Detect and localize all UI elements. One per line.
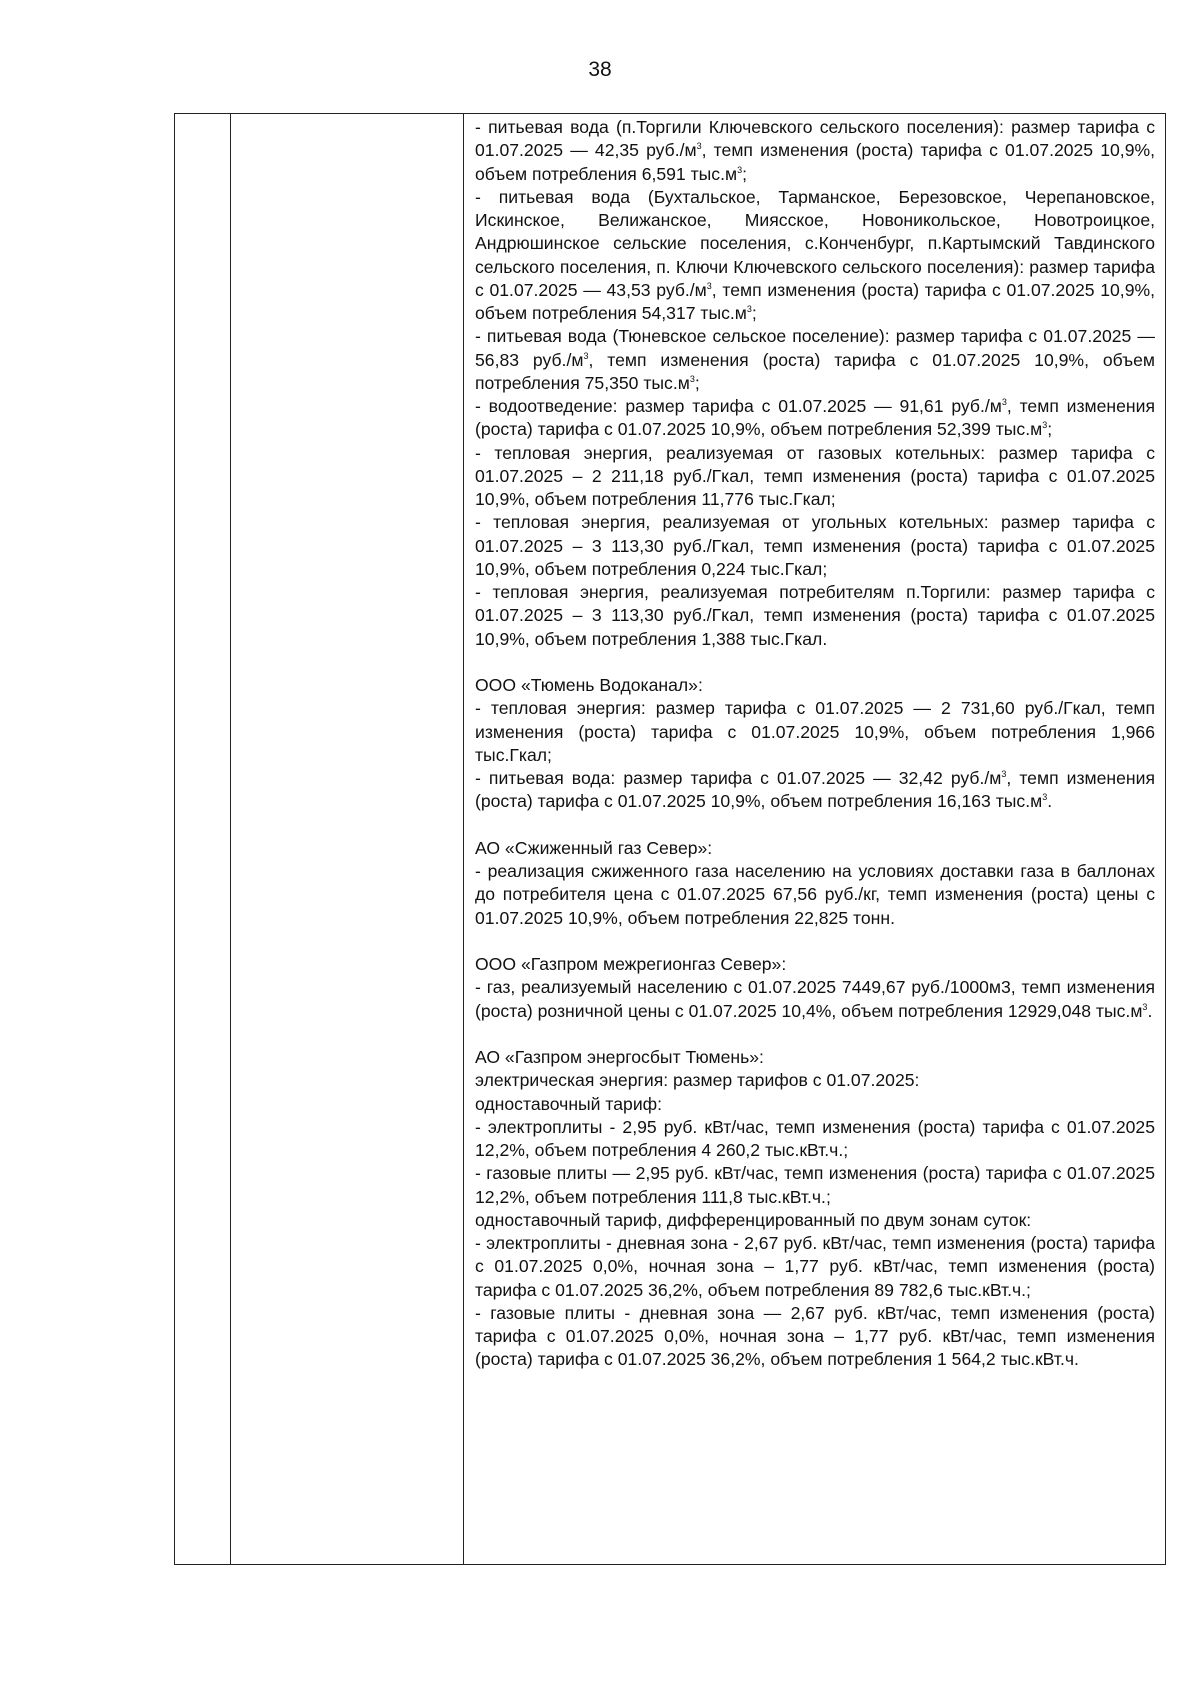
paragraph: - водоотведение: размер тарифа с 01.07.2025 — 91,61 $руб./м^3$, темп изменения (роста) тарифа с 01.07.2025 10,9%, объем потребления 52,399 $тыс.м^3$; bbox=[475, 396, 1156, 440]
paragraph: - тепловая энергия, реализуемая потребителям п.Торгили: размер тарифа с 01.07.2025 – 3 113,30 руб./Гкал, темп изменения (роста) тарифа с 01.07.2025 10,9%, объем потребления 1,388 тыс.Гкал. bbox=[475, 582, 1155, 649]
paragraph: - питьевая вода: размер тарифа с 01.07.2025 — 32,42 $руб./м^3$, темп изменения (роста) тарифа с 01.07.2025 10,9%, объем потребления 16,163 $тыс.м^3$. bbox=[475, 768, 1156, 812]
paragraph: АО «Газпром энергосбыт Тюмень»: bbox=[475, 1047, 764, 1067]
paragraph: одноставочный тариф: bbox=[475, 1093, 663, 1114]
page-number: 38 bbox=[588, 58, 612, 81]
paragraph: - питьевая вода (Бухтальское, Тарманское, Березовское, Черепановское, Искинское, Велижанское, Миясское, Новоникольское, Новотроицкое, Андрюшинское сельские поселения, с.Конченбург, п.Картымский Тавдинского сельского поселения, п. Ключи Ключевского сельского поселения): размер тарифа с 01.07.2025 — 43,53 $руб./м^3$, темп изменения (роста) тарифа с 01.07.2025 10,9%, объем потребления 54,317 $тыс.м^3$; bbox=[475, 186, 1156, 323]
table-cell-content bbox=[464, 114, 1165, 1564]
paragraph: - газ, реализуемый населению с 01.07.2025 7449,67 руб./1000м3, темп изменения (роста) розничной цены с 01.07.2025 10,4%, объем потребления 12929,048 $тыс.м^3$. bbox=[475, 977, 1155, 1021]
table-cell-name bbox=[231, 114, 464, 1564]
tariff-table bbox=[174, 113, 1166, 1565]
paragraph: - тепловая энергия, реализуемая от газовых котельных: размер тарифа с 01.07.2025 – 2 211,18 руб./Гкал, темп изменения (роста) тарифа с 01.07.2025 10,9%, объем потребления 11,776 тыс.Гкал; bbox=[475, 442, 1155, 509]
paragraph: - питьевая вода (п.Торгили Ключевского сельского поселения): размер тарифа с 01.07.2025 — 42,35 $руб./м^3$, темп изменения (роста) тарифа с 01.07.2025 10,9%, объем потребления 6,591 $тыс.м^3$; bbox=[475, 117, 1156, 184]
paragraph: - реализация сжиженного газа населению на условиях доставки газа в баллонах до потребителя цена с 01.07.2025 67,56 руб./кг, темп изменения (роста) цены с 01.07.2025 10,9%, объем потребления 22,825 тонн. bbox=[475, 861, 1155, 928]
paragraph: - газовые плиты - дневная зона — 2,67 руб. кВт/час, темп изменения (роста) тарифа с 01.07.2025 0,0%, ночная зона – 1,77 руб. кВт/час, темп изменения (роста) тарифа с 01.07.2025 36,2%, объем потребления 1 564,2 тыс.кВт.ч. bbox=[475, 1302, 1155, 1370]
paragraph-spacer bbox=[475, 814, 1155, 837]
paragraph: - газовые плиты — 2,95 руб. кВт/час, темп изменения (роста) тарифа с 01.07.2025 12,2%, объем потребления 111,8 тыс.кВт.ч.; bbox=[475, 1163, 1155, 1207]
paragraph: - тепловая энергия, реализуемая от угольных котельных: размер тарифа с 01.07.2025 – 3 113,30 руб./Гкал, темп изменения (роста) тарифа с 01.07.2025 10,9%, объем потребления 0,224 тыс.Гкал; bbox=[475, 512, 1155, 579]
table-cell-number bbox=[175, 114, 231, 1564]
paragraph-spacer bbox=[475, 1023, 1155, 1046]
paragraph: АО «Сжиженный газ Север»: bbox=[475, 837, 713, 858]
paragraph: ООО «Газпром межрегионгаз Север»: bbox=[475, 954, 787, 974]
paragraph: ООО «Тюмень Водоканал»: bbox=[475, 675, 703, 695]
paragraph: - питьевая вода (Тюневское сельское поселение): размер тарифа с 01.07.2025 — 56,83 $руб./м^3$, темп изменения (роста) тарифа с 01.07.2025 10,9%, объем потребления 75,350 $тыс.м^3$; bbox=[475, 326, 1155, 393]
paragraph: одноставочный тариф, дифференцированный по двум зонам суток: bbox=[475, 1209, 1032, 1230]
paragraph-spacer bbox=[475, 651, 1155, 674]
paragraph: электрическая энергия: размер тарифов с 01.07.2025: bbox=[475, 1070, 920, 1091]
paragraph: - электроплиты - 2,95 руб. кВт/час, темп изменения (роста) тарифа с 01.07.2025 12,2%, объем потребления 4 260,2 тыс.кВт.ч.; bbox=[475, 1116, 1155, 1160]
paragraph: - тепловая энергия: размер тарифа с 01.07.2025 — 2 731,60 руб./Гкал, темп изменения (роста) тарифа с 01.07.2025 10,9%, объем потребления 1,966 тыс.Гкал; bbox=[475, 698, 1155, 765]
paragraph-spacer bbox=[475, 930, 1155, 953]
paragraph: - электроплиты - дневная зона - 2,67 руб. кВт/час, темп изменения (роста) тарифа с 01.07.2025 0,0%, ночная зона – 1,77 руб. кВт/час, темп изменения (роста) тарифа с 01.07.2025 36,2%, объем потребления 89 782,6 тыс.кВт.ч.; bbox=[475, 1233, 1155, 1300]
